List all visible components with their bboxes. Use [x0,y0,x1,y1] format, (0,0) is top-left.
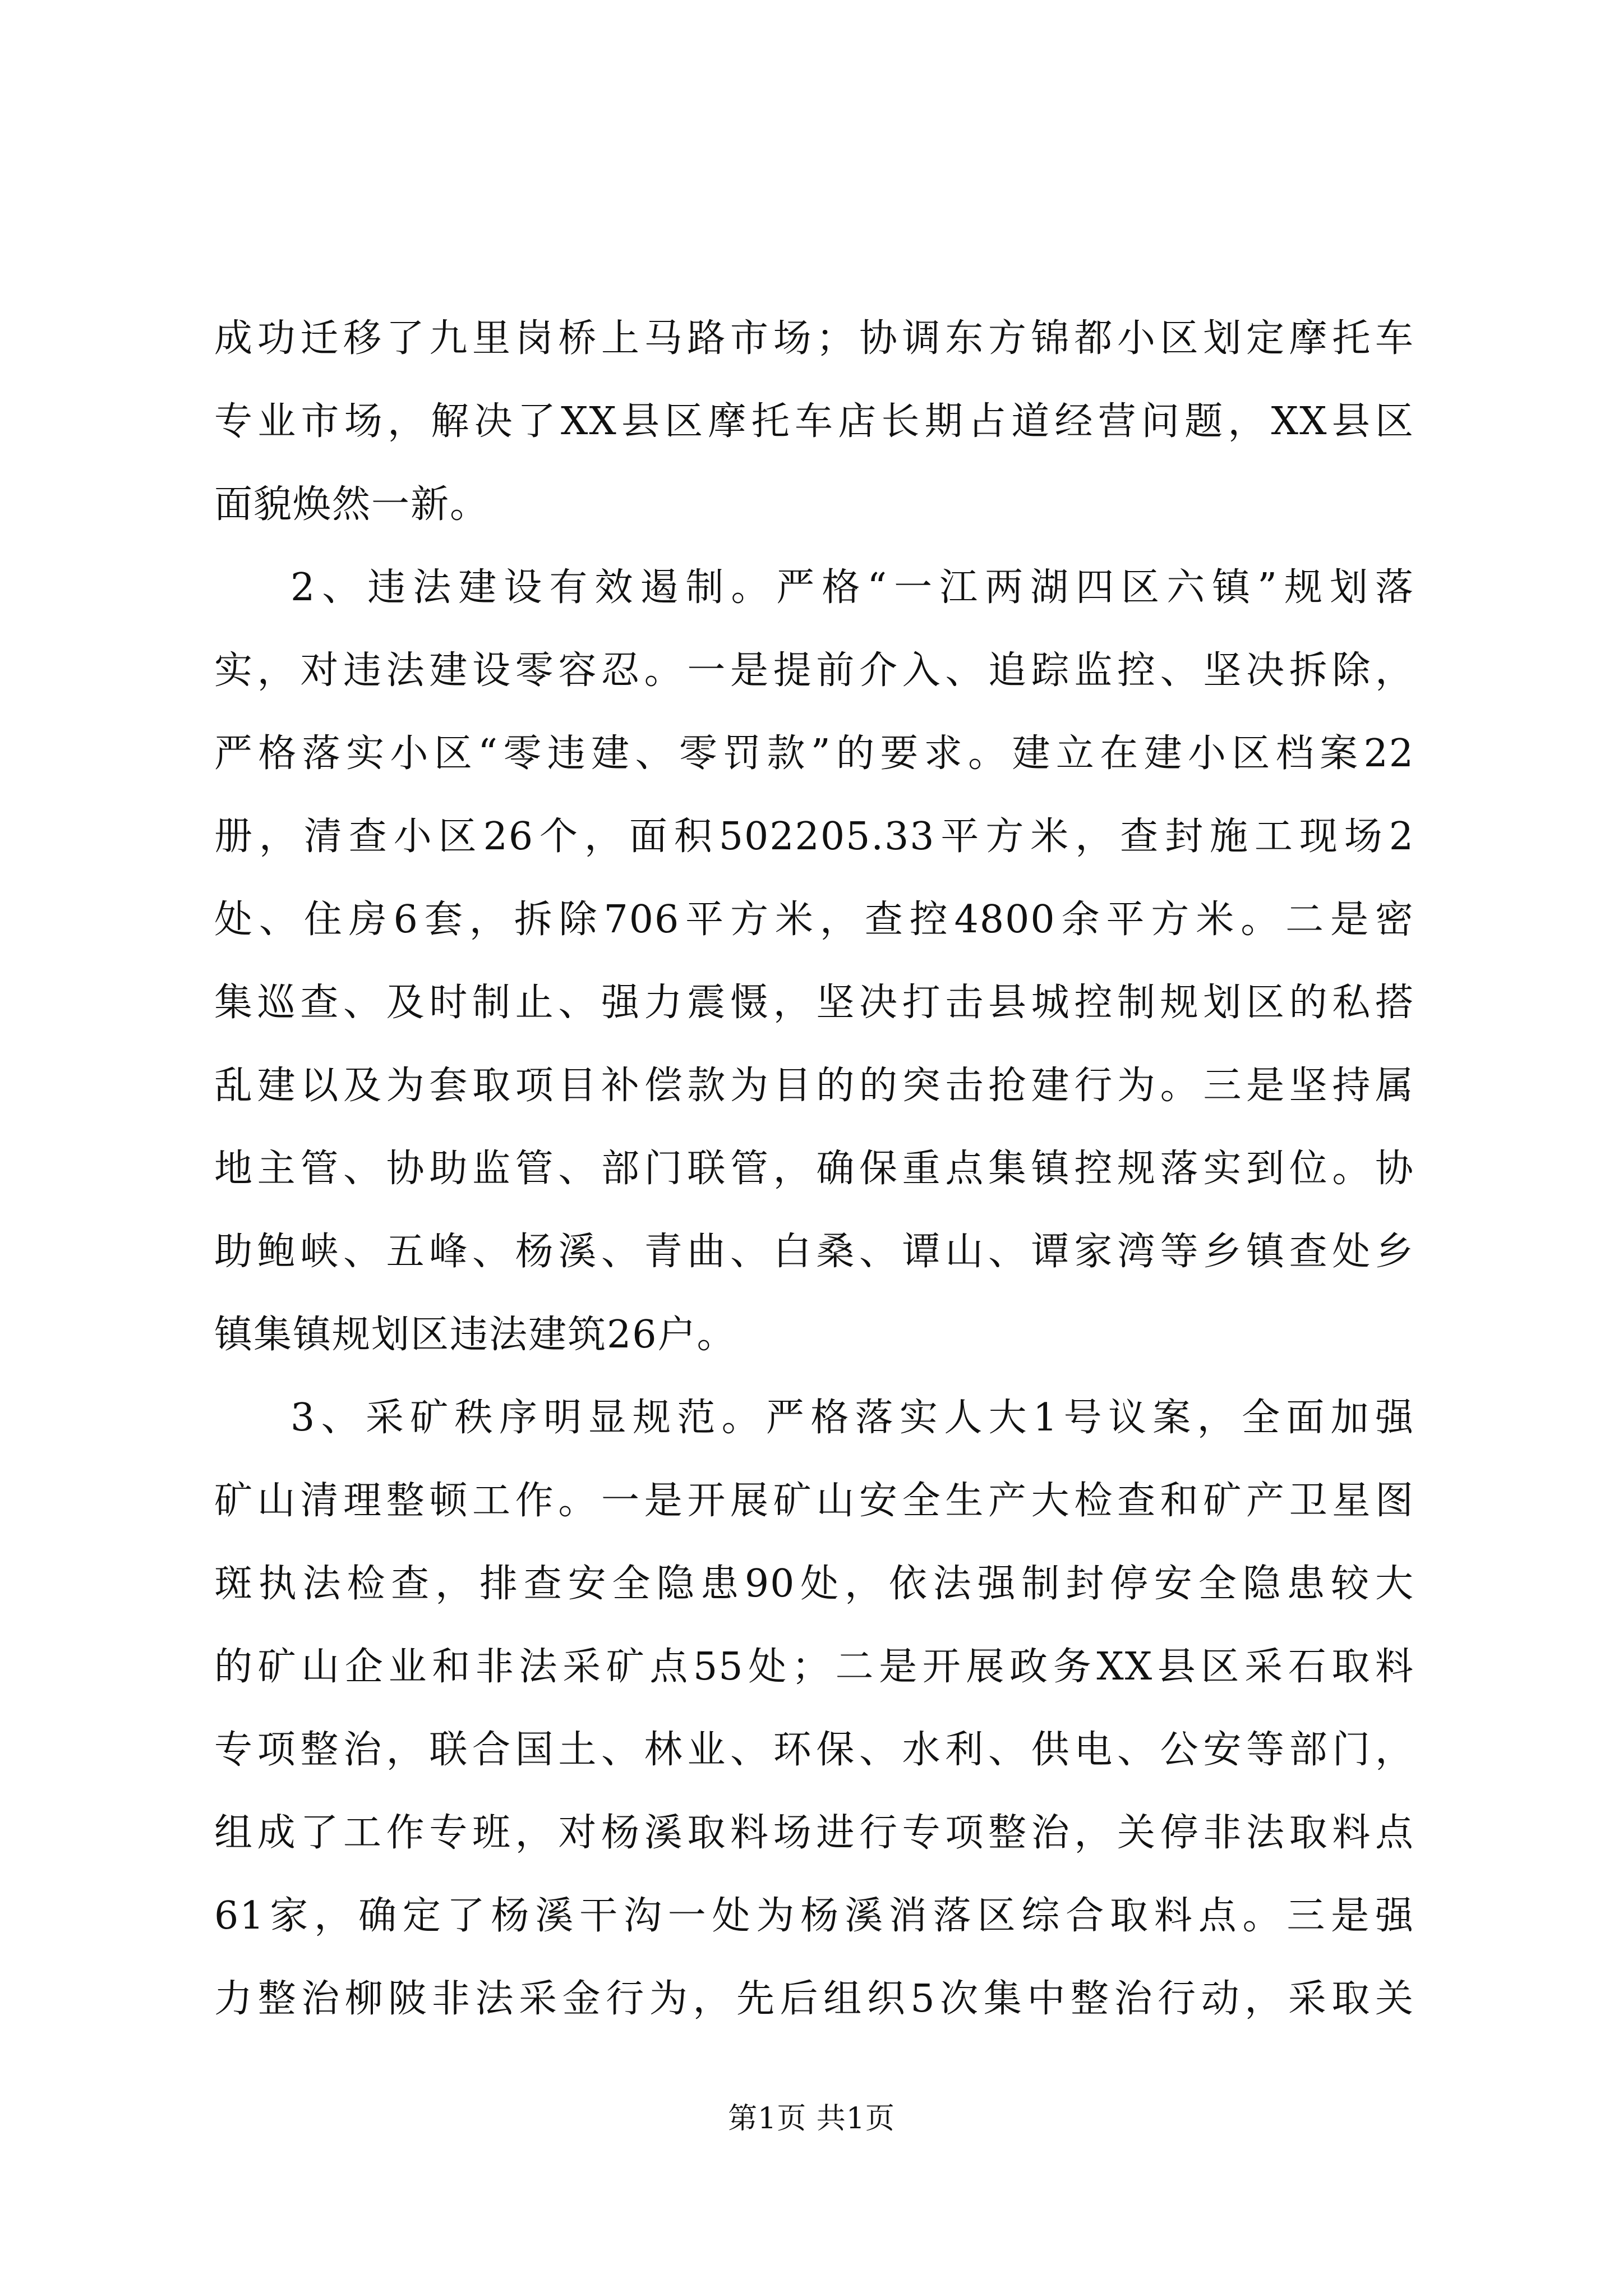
text-line: 地主管、协助监管、部门联管，确保重点集镇控规落实到位。协 [214,1147,1414,1191]
text-line: 成功迁移了九里岗桥上马路市场；协调东方锦都小区划定摩托车 [214,316,1414,361]
text-line: 处、住房6套，拆除706平方米，查控4800余平方米。二是密 [214,898,1414,942]
document-body [214,297,1414,2041]
text-line: 3、采矿秩序明显规范。严格落实人大1号议案，全面加强 [291,1396,1414,1440]
text-line: 严格落实小区“零违建、零罚款”的要求。建立在建小区档案22 [214,731,1414,776]
text-line: 专项整治，联合国土、林业、环保、水利、供电、公安等部门， [214,1728,1414,1772]
text-line: 力整治柳陂非法采金行为，先后组织5次集中整治行动，采取关 [214,1977,1414,2021]
text-line: 助鲍峡、五峰、杨溪、青曲、白桑、谭山、谭家湾等乡镇查处乡 [214,1230,1414,1274]
text-line: 乱建以及为套取项目补偿款为目的的突击抢建行为。三是坚持属 [214,1064,1414,1108]
text-line: 组成了工作专班，对杨溪取料场进行专项整治，关停非法取料点 [214,1811,1414,1855]
text-line: 矿山清理整顿工作。一是开展矿山安全生产大检查和矿产卫星图 [214,1479,1414,1523]
text-line: 面貌焕然一新。 [214,482,490,527]
text-line: 61家，确定了杨溪干沟一处为杨溪消落区综合取料点。三是强 [214,1894,1414,1938]
text-line: 集巡查、及时制止、强力震慑，坚决打击县城控制规划区的私搭 [214,981,1414,1025]
text-line: 2、违法建设有效遏制。严格“一江两湖四区六镇”规划落 [291,565,1414,610]
text-line: 的矿山企业和非法采矿点55处；二是开展政务XX县区采石取料 [214,1645,1414,1689]
text-line: 实，对违法建设零容忍。一是提前介入、追踪监控、坚决拆除， [214,648,1414,693]
text-line: 镇集镇规划区违法建筑26户。 [214,1313,736,1357]
page-footer: 第1页 共1页 [728,2102,895,2136]
text-line: 斑执法检查，排查安全隐患90处，依法强制封停安全隐患较大 [214,1562,1414,1606]
text-line: 专业市场，解决了XX县区摩托车店长期占道经营问题，XX县区 [214,399,1414,444]
text-line: 册，清查小区26个，面积502205.33平方米，查封施工现场2 [214,815,1414,859]
